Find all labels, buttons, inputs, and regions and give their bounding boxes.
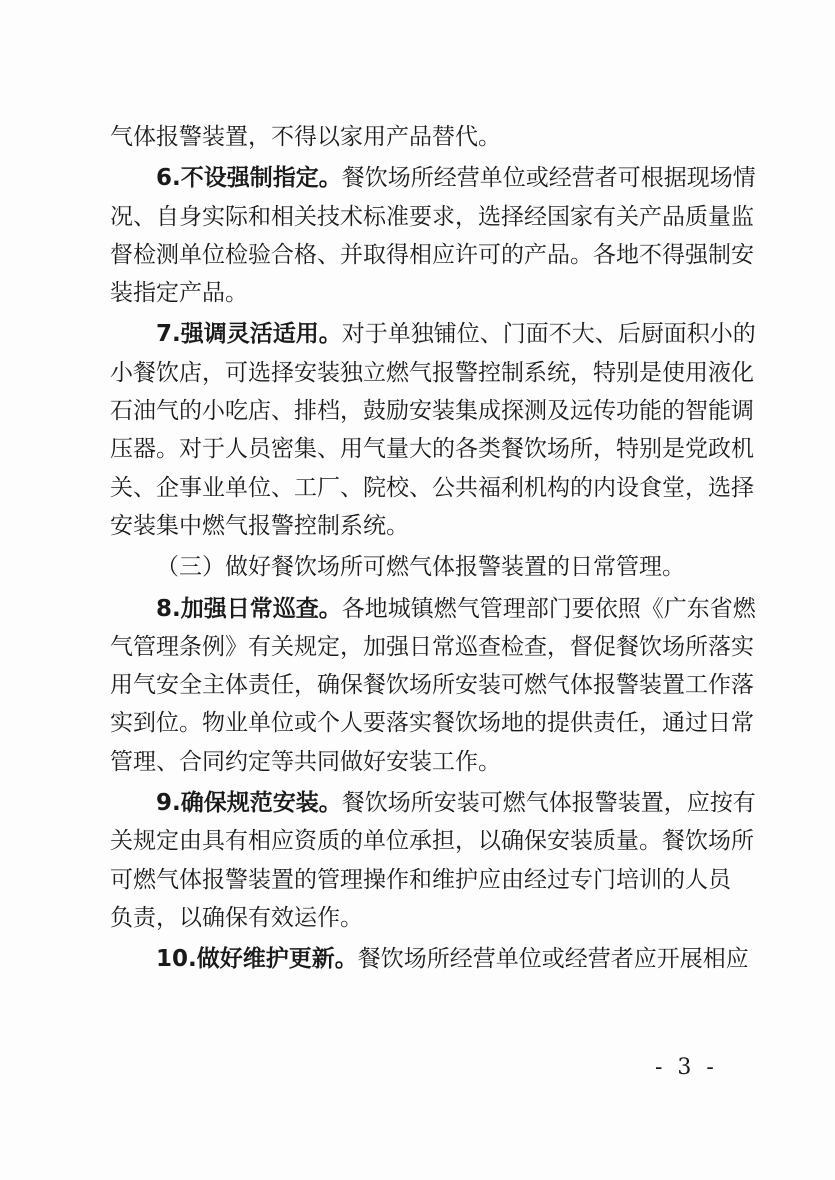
paragraph-line: 气管理条例》有关规定，加强日常巡查检查，督促餐饮场所落实 [110, 633, 754, 660]
item-heading: 10.做好维护更新。 [156, 946, 358, 973]
paragraph-line: 用气安全主体责任，确保餐饮场所安装可燃气体报警装置工作落 [110, 672, 754, 699]
paragraph-line: 安装集中燃气报警控制系统。 [110, 512, 409, 539]
item-text: 餐饮场所经营单位或经营者应开展相应 [357, 946, 749, 973]
paragraph-line [110, 159, 756, 197]
paragraph-line: 关规定由具有相应资质的单位承担，以确保安装质量。餐饮场所 [110, 828, 754, 855]
page-number: - 3 - [655, 1055, 718, 1080]
paragraph-line [110, 784, 756, 822]
item-text: 餐饮场所安装可燃气体报警装置，应按有 [341, 790, 756, 817]
paragraph-line [110, 590, 756, 628]
paragraph-line [110, 315, 756, 353]
paragraph-line: 负责，以确保有效运作。 [110, 904, 363, 931]
paragraph-line: 装指定产品。 [110, 280, 248, 307]
paragraph-line: 气体报警装置，不得以家用产品替代。 [110, 124, 501, 150]
paragraph-line: 可燃气体报警装置的管理操作和维护应由经过专门培训的人员 [110, 866, 731, 893]
paragraph-line: 况、自身实际和相关技术标准要求，选择经国家有关产品质量监 [110, 203, 754, 230]
paragraph-line: 石油气的小吃店、排档，鼓励安装集成探测及远传功能的智能调 [110, 398, 754, 425]
section-heading: （三）做好餐饮场所可燃气体报警装置的日常管理。 [156, 554, 685, 581]
paragraph-line: 小餐饮店，可选择安装独立燃气报警控制系统，特别是使用液化 [110, 359, 754, 386]
paragraph-line: 督检测单位检验合格、并取得相应许可的产品。各地不得强制安 [110, 241, 754, 268]
paragraph-line: 管理、合同约定等共同做好安装工作。 [110, 748, 501, 775]
document-body [110, 118, 756, 979]
item-text: 餐饮场所经营单位或经营者可根据现场情 [341, 165, 756, 192]
item-heading: 6.不设强制指定。 [156, 165, 342, 192]
item-heading: 7.强调灵活适用。 [156, 321, 342, 348]
item-text: 对于单独铺位、门面不大、后厨面积小的 [341, 321, 756, 348]
item-heading: 9.确保规范安装。 [156, 790, 342, 817]
paragraph-line: 压器。对于人员密集、用气量大的各类餐饮场所，特别是党政机 [110, 436, 754, 463]
paragraph-line: 关、企事业单位、工厂、院校、公共福利机构的内设食堂，选择 [110, 474, 754, 501]
item-heading: 8.加强日常巡查。 [156, 595, 342, 622]
paragraph-line: 实到位。物业单位或个人要落实餐饮场地的提供责任，通过日常 [110, 710, 754, 737]
paragraph-line [110, 940, 749, 978]
item-text: 各地城镇燃气管理部门要依照《广东省燃 [341, 595, 756, 622]
